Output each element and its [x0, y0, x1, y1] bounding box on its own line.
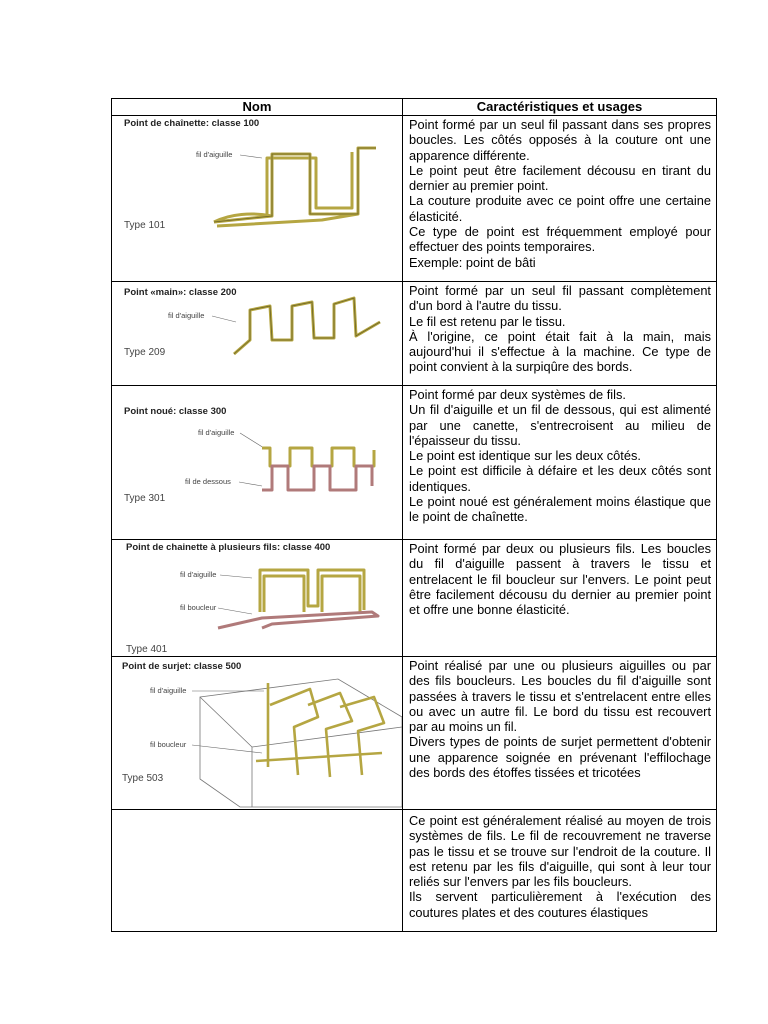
table-row [112, 386, 717, 540]
description-cell [403, 657, 717, 810]
description-paragraph: Le point est identique sur les deux côtés. [409, 448, 641, 464]
figure-type: Type 209 [124, 347, 166, 358]
table-header-row [112, 99, 717, 116]
figure-title: Point noué: classe 300 [124, 406, 227, 417]
description-paragraph: Ils servent particulièrement à l'exécution des coutures plates et des coutures élastiques [409, 889, 711, 920]
stitch-classes-table [111, 98, 717, 932]
table-row [112, 540, 717, 657]
figure-type: Type 101 [124, 220, 166, 231]
description-paragraph: Le fil est retenu par le tissu. [409, 313, 566, 329]
stitch-500-icon [112, 657, 402, 809]
description-paragraph: Point formé par deux systèmes de fils. [409, 387, 626, 402]
figure-cell [112, 386, 403, 540]
header-name: Nom [112, 99, 403, 116]
figure-type: Type 503 [122, 773, 164, 784]
description-paragraph: Point formé par un seul fil passant dans ses propres boucles. Les côtés opposés à la couture ont une apparence différente. [409, 117, 711, 163]
description-paragraph: Point formé par un seul fil passant complètement d'un bord à l'autre du tissu. [409, 283, 711, 314]
description-paragraph: La couture produite avec ce point offre une certaine élasticité. [409, 193, 711, 224]
description-cell [403, 810, 717, 932]
description-cell [403, 540, 717, 657]
figure-cell [112, 657, 403, 810]
description-cell [403, 386, 717, 540]
figure-label: fil d'aiguille [168, 311, 205, 320]
figure-label: fil boucleur [180, 603, 217, 612]
description-paragraph: Divers types de points de surjet permettent d'obtenir une apparence soignée en prévenant l'effilochage des bords des étoffes tissées et tricotées [409, 734, 711, 781]
figure-title: Point de chaînette: classe 100 [124, 118, 260, 129]
figure-label: fil d'aiguille [196, 150, 233, 159]
figure-cell [112, 282, 403, 386]
description-paragraph: Le point est difficile à défaire et les deux côtés sont identiques. [409, 463, 711, 494]
description-paragraph: Point formé par deux ou plusieurs fils. Les boucles du fil d'aiguille passent à travers le tissu et entrelacent le fil boucleur sur l'envers. Le point peut être facilement décousu du dernier au premier point et offre une bonne élasticité. [409, 541, 711, 618]
figure-type: Type 301 [124, 493, 166, 504]
figure-label: fil de dessous [185, 477, 231, 486]
stitch-200-icon [112, 282, 402, 385]
figure-label: fil d'aiguille [198, 428, 235, 437]
figure-title: Point «main»: classe 200 [124, 287, 237, 298]
figure-cell [112, 810, 403, 932]
table-row [112, 282, 717, 386]
stitch-100-icon [112, 116, 402, 281]
description-paragraph: Un fil d'aiguille et un fil de dessous, qui est alimenté par une canette, s'entrecroisent au milieu de l'épaisseur du tissu. [409, 402, 711, 448]
description-paragraph: Ce point est généralement réalisé au moyen de trois systèmes de fils. Le fil de recouvrement ne traverse pas le tissu et se trouve sur l'endroit de la couture. Il est retenu par les fils d'aiguille, qui sont à leur tour reliés sur l'envers par les fils boucleurs. [409, 813, 711, 890]
header-characteristics: Caractéristiques et usages [403, 99, 717, 116]
description-paragraph: À l'origine, ce point était fait à la main, mais aujourd'hui il s'effectue à la machine. Ce type de point convient à la surpiqûre des bords. [409, 328, 711, 375]
description-paragraph: Le point noué est généralement moins élastique que le point de chaînette. [409, 494, 711, 525]
table-row [112, 657, 717, 810]
description-cell [403, 282, 717, 386]
figure-cell [112, 540, 403, 657]
stitch-400-icon [112, 540, 402, 656]
figure-type: Type 401 [126, 644, 168, 655]
figure-label: fil boucleur [150, 740, 187, 749]
table-row [112, 116, 717, 282]
figure-title: Point de surjet: classe 500 [122, 661, 242, 672]
figure-cell [112, 116, 403, 282]
description-paragraph: Point réalisé par une ou plusieurs aiguilles ou par des fils boucleurs. Les boucles du fil d'aiguille sont passées à travers le tissu et s'entrelacent entre elles ou avec un autre fil. Le bord du tissu est recouvert par au moins un fil. [409, 658, 711, 735]
description-paragraph: Ce type de point est fréquemment employé pour effectuer des points temporaires. [409, 224, 711, 255]
stitch-300-icon [112, 386, 402, 539]
table-row [112, 810, 717, 932]
description-paragraph: Exemple: point de bâti [409, 254, 536, 270]
figure-label: fil d'aiguille [180, 570, 217, 579]
figure-label: fil d'aiguille [150, 686, 187, 695]
description-paragraph: Le point peut être facilement décousu en tirant du dernier au premier point. [409, 162, 711, 194]
description-cell [403, 116, 717, 282]
figure-title: Point de chainette à plusieurs fils: classe 400 [126, 542, 331, 553]
